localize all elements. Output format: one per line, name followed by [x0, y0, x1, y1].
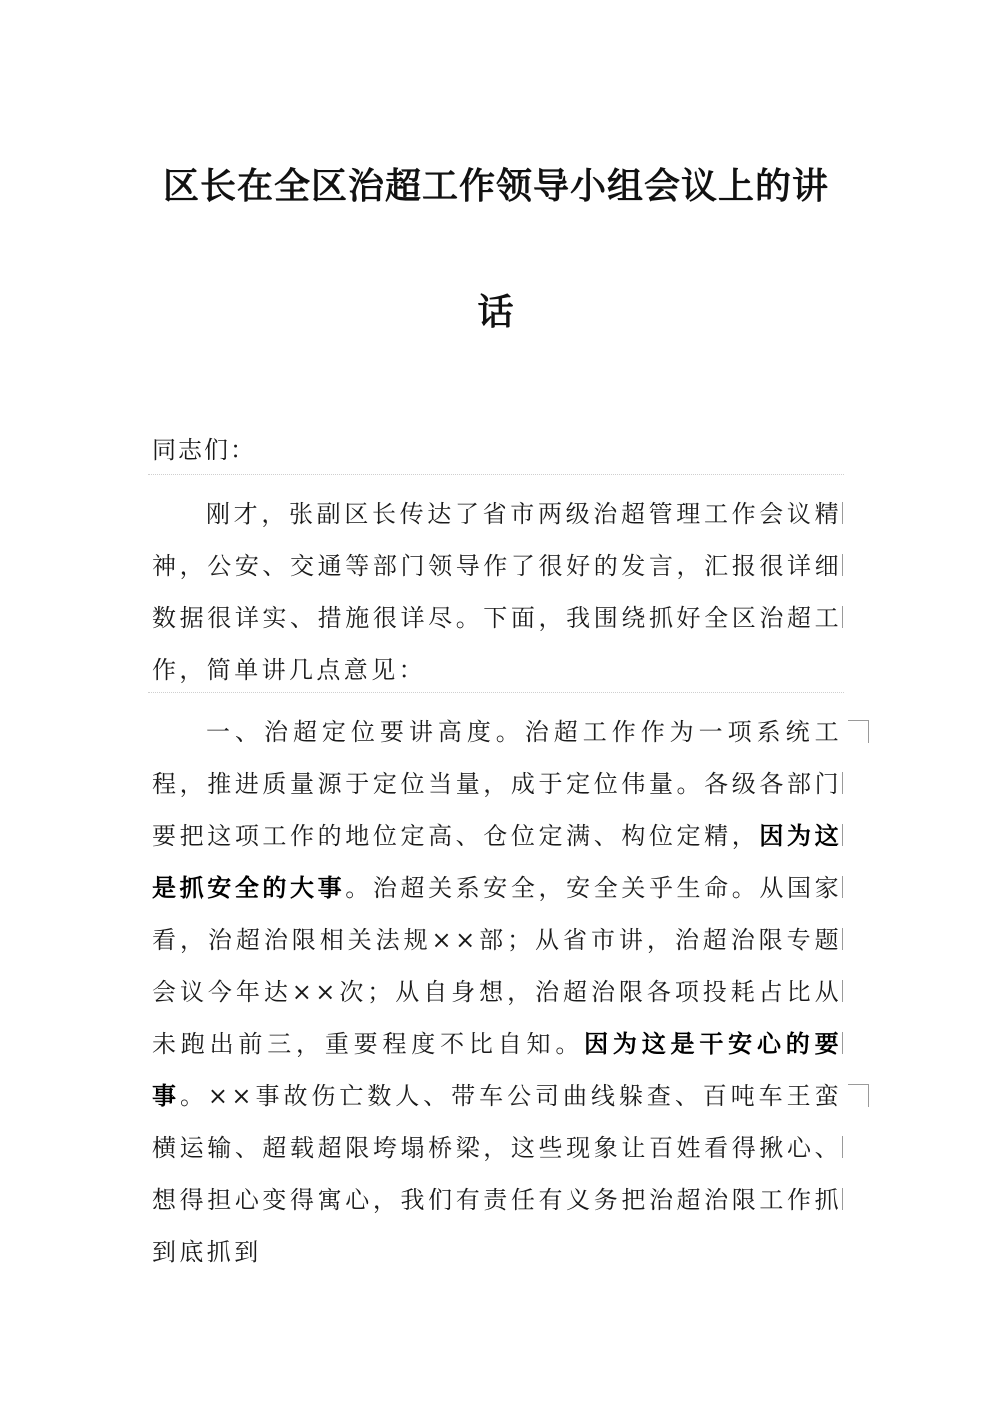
paragraph-frame-divider — [148, 692, 844, 693]
emphasis-text: 因为这是干安心的要事 — [152, 1029, 842, 1110]
paragraph-text: 。××事故伤亡数人、带车公司曲线躲查、百吨车王蛮横运输、超载超限垮塌桥梁，这些现象让百姓看得揪心、想得担心变得寓心，我们有责任有义务把治超治限工作抓到底抓到 — [152, 1082, 842, 1266]
margin-marker — [842, 772, 843, 794]
margin-marker — [842, 824, 843, 846]
document-title-line2: 话 — [477, 291, 515, 333]
margin-marker — [842, 928, 843, 950]
margin-marker — [842, 1188, 843, 1210]
margin-corner-marker — [848, 1084, 869, 1107]
margin-marker — [842, 1032, 843, 1054]
margin-marker — [842, 876, 843, 898]
paragraph-frame-top — [148, 474, 844, 475]
paragraph-intro: 刚才，张副区长传达了省市两级治超管理工作会议精神，公安、交通等部门领导作了很好的发言，汇报很详细数据很详实、措施很详尽。下面，我围绕抓好全区治超工作，简单讲几点意见： — [152, 500, 842, 684]
margin-marker — [842, 980, 843, 1002]
margin-corner-marker — [848, 720, 869, 743]
greeting: 同志们： — [152, 436, 256, 464]
margin-marker — [842, 606, 843, 628]
document-title-line1: 区长在全区治超工作领导小组会议上的讲 — [162, 165, 829, 207]
paragraph-text: 。治超关系安全，安全关乎生命。从国家看，治超治限相关法规××部；从省市讲，治超治限专题会议今年达××次；从自身想，治超治限各项投耗占比从未跑出前三，重要程度不比自知。 — [152, 874, 842, 1058]
emphasis-text: 因为这是抓安全的大事 — [152, 821, 842, 902]
paragraph-text: 一、治超定位要讲高度。治超工作作为一项系统工程，推进质量源于定位当量，成于定位伟量。各级各部门要把这项工作的地位定高、仓位定满、构位定精， — [152, 718, 842, 850]
margin-marker — [842, 502, 843, 524]
margin-marker — [842, 1136, 843, 1158]
margin-marker — [842, 554, 843, 576]
paragraph-section-one — [152, 706, 842, 1278]
